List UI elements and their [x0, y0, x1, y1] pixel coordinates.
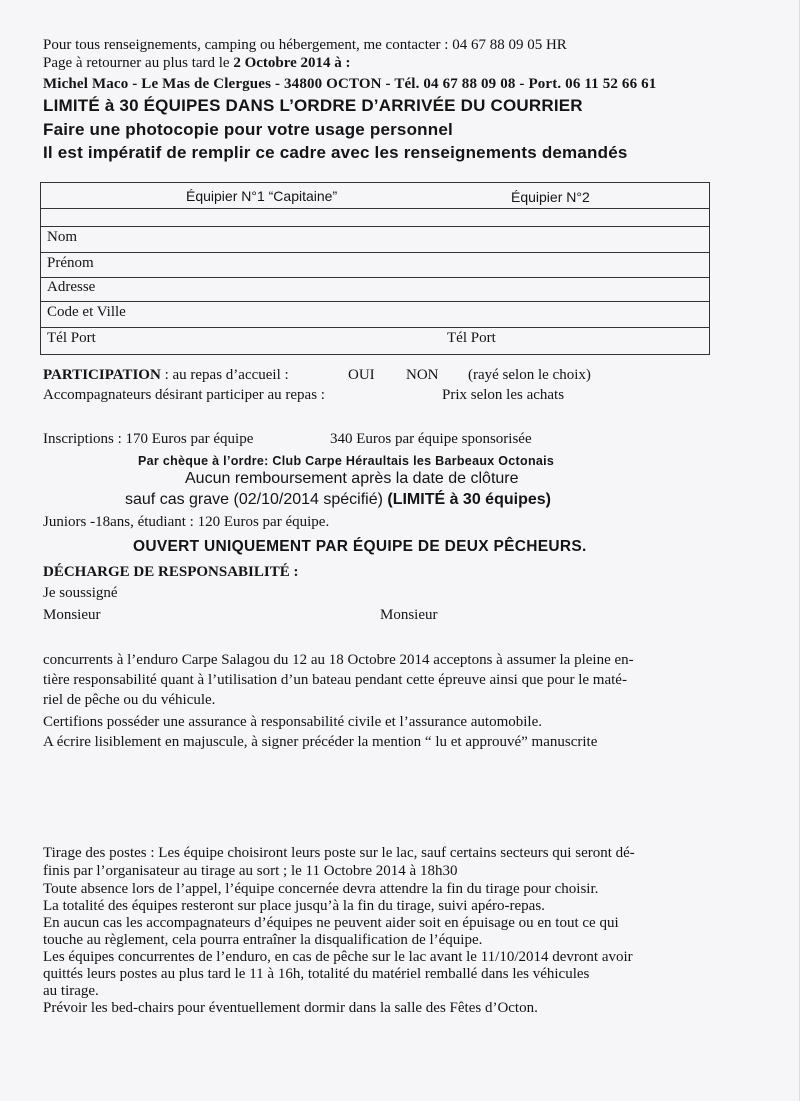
- registration-form: [40, 182, 710, 355]
- participation-text: : au repas d’accueil :: [160, 367, 289, 383]
- imperative-heading: Il est impératif de remplir ce cadre avec les renseignements demandés: [43, 143, 628, 162]
- form-divider: [41, 208, 709, 209]
- tirage-l7: Les équipes concurrentes de l’enduro, en cas de pêche sur le lac avant le 11/10/2014 devront avoir: [43, 949, 633, 965]
- tirage-l5: En aucun cas les accompagnateurs d’équipes ne peuvent aider soit en épuisage ou en tout ce qui: [43, 915, 619, 931]
- prix-note: Prix selon les achats: [442, 387, 565, 403]
- decharge-p1-l3: riel de pêche ou du véhicule.: [43, 692, 216, 708]
- tirage-l1: Tirage des postes : Les équipe choisiront leurs poste sur le lac, sauf certains secteurs qui seront dé-: [43, 845, 635, 861]
- return-date: 2 Octobre 2014 à :: [233, 55, 351, 71]
- form-divider: [41, 226, 709, 227]
- decharge-p1-l1: concurrents à l’enduro Carpe Salagou du 12 au 18 Octobre 2014 acceptons à assumer la pleine en-: [43, 652, 634, 668]
- tirage-l3: Toute absence lors de l’appel, l’équipe concernée devra attendre la fin du tirage pour choisir.: [43, 881, 599, 897]
- return-deadline: [43, 54, 351, 72]
- row-label-tel-port-1: Tél Port: [47, 330, 96, 346]
- tirage-l2: finis par l’organisateur au tirage au sort ; le 11 Octobre 2014 à 18h30: [43, 863, 458, 879]
- grave-case-text: sauf cas grave (02/10/2014 spécifié): [125, 491, 388, 508]
- contact-line: Pour tous renseignements, camping ou hébergement, me contacter : 04 67 88 09 05 HR: [43, 37, 567, 53]
- col2-header: Équipier N°2: [511, 189, 590, 205]
- accompagnateurs-line: Accompagnateurs désirant participer au repas :: [43, 387, 325, 403]
- tirage-l8: quittés leurs postes au plus tard le 11 à 16h, totalité du matériel remballé dans les véhicules: [43, 966, 590, 982]
- form-divider: [41, 252, 709, 253]
- row-label-tel-port-2: Tél Port: [447, 330, 496, 346]
- juniors-fee: Juniors -18ans, étudiant : 120 Euros par équipe.: [43, 514, 330, 530]
- participation-note: (rayé selon le choix): [468, 367, 591, 383]
- option-oui[interactable]: OUI: [348, 367, 375, 383]
- row-label-adresse: Adresse: [47, 279, 96, 295]
- photocopy-heading: Faire une photocopie pour votre usage personnel: [43, 120, 453, 139]
- return-prefix: Page à retourner au plus tard le: [43, 55, 234, 71]
- col1-header: Équipier N°1 “Capitaine”: [186, 188, 338, 204]
- limit-heading: LIMITÉ à 30 ÉQUIPES DANS L’ORDRE D’ARRIVÉE DU COURRIER: [43, 96, 583, 115]
- grave-case-limit: (LIMITÉ à 30 équipes): [387, 491, 551, 508]
- decharge-p1-l2: tière responsabilité quant à l’utilisation d’un bateau pendant cette épreuve ainsi que pour le maté-: [43, 672, 627, 688]
- no-refund: Aucun remboursement après la date de clôture: [185, 470, 519, 487]
- row-label-nom: Nom: [47, 229, 77, 245]
- participation-line: [43, 366, 289, 384]
- tirage-l10: Prévoir les bed-chairs pour éventuellement dormir dans la salle des Fêtes d’Octon.: [43, 1000, 538, 1016]
- soussigne: Je soussigné: [43, 585, 118, 601]
- tirage-l6: touche au règlement, cela pourra entraîner la disqualification de l’équipe.: [43, 932, 483, 948]
- decharge-p3: A écrire lisiblement en majuscule, à signer précéder la mention “ lu et approuvé” manuscrite: [43, 734, 598, 750]
- form-divider: [41, 277, 709, 278]
- participation-label: PARTICIPATION: [43, 367, 161, 383]
- address-line: Michel Maco - Le Mas de Clergues - 34800 OCTON - Tél. 04 67 88 09 08 - Port. 06 11 52 66 61: [43, 76, 657, 92]
- option-non[interactable]: NON: [406, 367, 439, 383]
- monsieur-1: Monsieur: [43, 607, 101, 623]
- inscription-fee: Inscriptions : 170 Euros par équipe: [43, 431, 254, 447]
- tirage-l9: au tirage.: [43, 983, 99, 999]
- decharge-title: DÉCHARGE DE RESPONSABILITÉ :: [43, 564, 299, 580]
- row-label-prenom: Prénom: [47, 255, 94, 271]
- tirage-l4: La totalité des équipes resteront sur place jusqu’à la fin du tirage, suivi apéro-repas.: [43, 898, 545, 914]
- row-label-code-ville: Code et Ville: [47, 304, 126, 320]
- cheque-order: Par chèque à l’ordre: Club Carpe Héraultais les Barbeaux Octonais: [138, 454, 555, 468]
- monsieur-2: Monsieur: [380, 607, 438, 623]
- form-divider: [41, 301, 709, 302]
- decharge-p2: Certifions posséder une assurance à responsabilité civile et l’assurance automobile.: [43, 714, 542, 730]
- sponsor-fee: 340 Euros par équipe sponsorisée: [330, 431, 532, 447]
- form-divider: [41, 327, 709, 328]
- grave-case: [125, 491, 551, 509]
- two-fishers-only: OUVERT UNIQUEMENT PAR ÉQUIPE DE DEUX PÊCHEURS.: [133, 538, 587, 555]
